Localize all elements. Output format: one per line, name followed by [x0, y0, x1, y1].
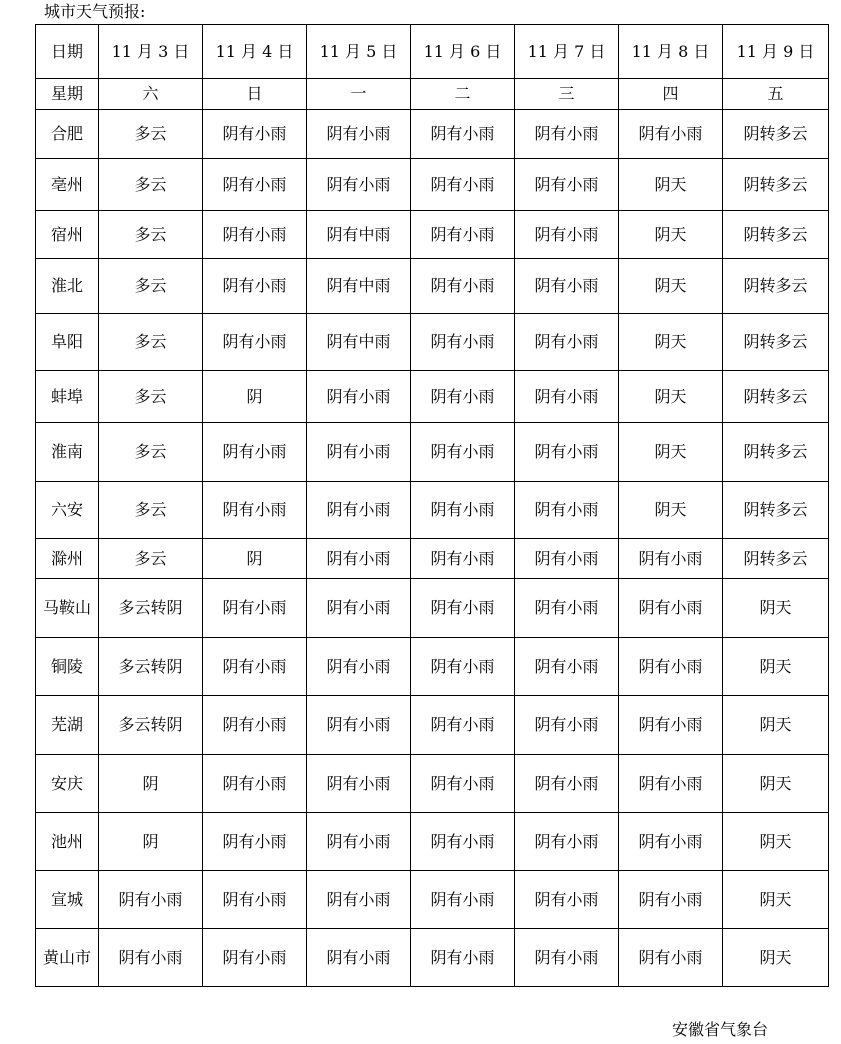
- forecast-cell: 阴转多云: [723, 159, 829, 211]
- forecast-cell: 多云转阴: [99, 638, 203, 696]
- forecast-table-body: [36, 25, 829, 987]
- forecast-cell: 阴有小雨: [307, 929, 411, 987]
- forecast-cell: 阴有小雨: [99, 929, 203, 987]
- forecast-cell: 阴有小雨: [619, 539, 723, 579]
- forecast-cell: 多云: [99, 259, 203, 314]
- forecast-cell: 阴天: [723, 696, 829, 755]
- forecast-cell: 阴天: [619, 314, 723, 371]
- forecast-cell: 阴有小雨: [515, 539, 619, 579]
- forecast-cell: 阴有小雨: [411, 696, 515, 755]
- forecast-cell: 阴转多云: [723, 110, 829, 159]
- forecast-cell: 阴有小雨: [307, 159, 411, 211]
- forecast-cell: 阴有小雨: [515, 813, 619, 871]
- forecast-cell: 多云: [99, 482, 203, 539]
- forecast-cell: 阴天: [619, 159, 723, 211]
- weekday-header-label: 星期: [36, 79, 99, 110]
- forecast-cell: 阴有小雨: [515, 482, 619, 539]
- forecast-cell: 阴有小雨: [515, 314, 619, 371]
- table-row: [36, 929, 829, 987]
- table-row: [36, 696, 829, 755]
- forecast-cell: 阴有小雨: [411, 211, 515, 259]
- city-name-cell: 铜陵: [36, 638, 99, 696]
- forecast-cell: 阴有小雨: [515, 696, 619, 755]
- forecast-cell: 阴有小雨: [307, 110, 411, 159]
- forecast-cell: 阴转多云: [723, 371, 829, 423]
- forecast-cell: 阴有小雨: [203, 259, 307, 314]
- forecast-cell: 阴有小雨: [515, 211, 619, 259]
- forecast-cell: 阴有小雨: [307, 813, 411, 871]
- forecast-cell: 阴有小雨: [619, 755, 723, 813]
- forecast-cell: 阴有小雨: [411, 813, 515, 871]
- city-name-cell: 宿州: [36, 211, 99, 259]
- forecast-cell: 多云: [99, 539, 203, 579]
- forecast-cell: 阴有小雨: [203, 314, 307, 371]
- forecast-cell: 多云转阴: [99, 696, 203, 755]
- forecast-cell: 阴有小雨: [307, 482, 411, 539]
- date-header-cell: 11 月 8 日: [619, 25, 723, 79]
- forecast-cell: 阴天: [723, 638, 829, 696]
- table-row: [36, 755, 829, 813]
- table-row: [36, 314, 829, 371]
- forecast-cell: 阴: [203, 539, 307, 579]
- table-row: [36, 110, 829, 159]
- date-header-cell: 11 月 4 日: [203, 25, 307, 79]
- date-header-cell: 11 月 9 日: [723, 25, 829, 79]
- weekday-header-cell: 日: [203, 79, 307, 110]
- forecast-cell: 阴: [99, 755, 203, 813]
- forecast-cell: 多云: [99, 110, 203, 159]
- forecast-cell: 阴有小雨: [619, 813, 723, 871]
- city-name-cell: 黄山市: [36, 929, 99, 987]
- forecast-cell: 阴天: [619, 482, 723, 539]
- forecast-cell: 阴有小雨: [515, 259, 619, 314]
- forecast-table: [35, 24, 829, 987]
- forecast-cell: 阴天: [723, 579, 829, 638]
- forecast-cell: 阴转多云: [723, 482, 829, 539]
- city-name-cell: 安庆: [36, 755, 99, 813]
- date-header-row: [36, 25, 829, 79]
- city-name-cell: 芜湖: [36, 696, 99, 755]
- forecast-cell: 阴: [99, 813, 203, 871]
- forecast-cell: 阴有小雨: [619, 638, 723, 696]
- city-name-cell: 阜阳: [36, 314, 99, 371]
- date-header-label: 日期: [36, 25, 99, 79]
- forecast-cell: 阴有小雨: [515, 159, 619, 211]
- forecast-cell: 阴有小雨: [515, 638, 619, 696]
- forecast-cell: 阴: [203, 371, 307, 423]
- forecast-cell: 阴天: [723, 929, 829, 987]
- forecast-cell: 多云: [99, 159, 203, 211]
- forecast-cell: 阴有小雨: [515, 871, 619, 929]
- forecast-cell: 阴有小雨: [411, 423, 515, 482]
- table-row: [36, 211, 829, 259]
- forecast-cell: 阴有小雨: [307, 539, 411, 579]
- forecast-cell: 阴有小雨: [203, 482, 307, 539]
- forecast-cell: 阴有小雨: [411, 929, 515, 987]
- weekday-header-row: [36, 79, 829, 110]
- forecast-cell: 阴有小雨: [411, 579, 515, 638]
- forecast-cell: 阴有小雨: [619, 871, 723, 929]
- forecast-cell: 阴有小雨: [515, 579, 619, 638]
- forecast-cell: 阴转多云: [723, 423, 829, 482]
- weekday-header-cell: 五: [723, 79, 829, 110]
- weekday-header-cell: 二: [411, 79, 515, 110]
- table-row: [36, 482, 829, 539]
- table-row: [36, 423, 829, 482]
- weekday-header-cell: 六: [99, 79, 203, 110]
- date-header-cell: 11 月 6 日: [411, 25, 515, 79]
- weekday-header-cell: 三: [515, 79, 619, 110]
- city-name-cell: 池州: [36, 813, 99, 871]
- city-name-cell: 淮南: [36, 423, 99, 482]
- forecast-cell: 阴有小雨: [203, 696, 307, 755]
- date-header-cell: 11 月 5 日: [307, 25, 411, 79]
- table-row: [36, 638, 829, 696]
- forecast-cell: 阴有小雨: [203, 813, 307, 871]
- table-row: [36, 871, 829, 929]
- forecast-cell: 阴有小雨: [619, 696, 723, 755]
- forecast-cell: 阴有小雨: [411, 482, 515, 539]
- city-name-cell: 淮北: [36, 259, 99, 314]
- forecast-cell: 阴有小雨: [515, 371, 619, 423]
- city-name-cell: 六安: [36, 482, 99, 539]
- weekday-header-cell: 一: [307, 79, 411, 110]
- city-name-cell: 蚌埠: [36, 371, 99, 423]
- table-row: [36, 371, 829, 423]
- forecast-cell: 阴天: [723, 813, 829, 871]
- forecast-cell: 阴有中雨: [307, 211, 411, 259]
- forecast-cell: 多云: [99, 211, 203, 259]
- forecast-cell: 阴转多云: [723, 259, 829, 314]
- city-name-cell: 亳州: [36, 159, 99, 211]
- forecast-cell: 阴有小雨: [203, 579, 307, 638]
- forecast-cell: 阴转多云: [723, 211, 829, 259]
- forecast-cell: 阴有小雨: [515, 423, 619, 482]
- table-row: [36, 579, 829, 638]
- forecast-cell: 阴天: [619, 371, 723, 423]
- forecast-cell: 阴有小雨: [307, 638, 411, 696]
- forecast-cell: 阴有小雨: [411, 755, 515, 813]
- forecast-cell: 阴有小雨: [203, 159, 307, 211]
- city-name-cell: 宣城: [36, 871, 99, 929]
- forecast-cell: 阴天: [619, 259, 723, 314]
- forecast-cell: 阴有小雨: [515, 929, 619, 987]
- forecast-cell: 阴有小雨: [411, 638, 515, 696]
- forecast-cell: 阴有小雨: [307, 755, 411, 813]
- table-row: [36, 259, 829, 314]
- date-header-cell: 11 月 7 日: [515, 25, 619, 79]
- forecast-cell: 阴有小雨: [203, 423, 307, 482]
- forecast-cell: 阴有小雨: [515, 110, 619, 159]
- forecast-cell: 阴有小雨: [307, 371, 411, 423]
- forecast-cell: 阴有中雨: [307, 314, 411, 371]
- forecast-cell: 阴有小雨: [411, 110, 515, 159]
- forecast-cell: 阴有小雨: [307, 871, 411, 929]
- forecast-cell: 阴有小雨: [203, 755, 307, 813]
- table-row: [36, 813, 829, 871]
- forecast-cell: 阴有小雨: [515, 755, 619, 813]
- forecast-cell: 阴转多云: [723, 539, 829, 579]
- city-name-cell: 马鞍山: [36, 579, 99, 638]
- forecast-cell: 阴有小雨: [411, 159, 515, 211]
- forecast-cell: 阴有小雨: [307, 696, 411, 755]
- table-row: [36, 159, 829, 211]
- forecast-cell: 阴有小雨: [411, 871, 515, 929]
- forecast-cell: 阴有小雨: [619, 929, 723, 987]
- forecast-cell: 多云: [99, 423, 203, 482]
- forecast-cell: 阴有小雨: [203, 929, 307, 987]
- forecast-cell: 阴天: [723, 871, 829, 929]
- forecast-cell: 阴转多云: [723, 314, 829, 371]
- forecast-cell: 阴有小雨: [411, 371, 515, 423]
- weekday-header-cell: 四: [619, 79, 723, 110]
- forecast-cell: 阴有中雨: [307, 259, 411, 314]
- forecast-cell: 阴天: [723, 755, 829, 813]
- forecast-cell: 阴有小雨: [619, 110, 723, 159]
- forecast-cell: 阴天: [619, 423, 723, 482]
- forecast-cell: 阴有小雨: [307, 579, 411, 638]
- forecast-cell: 阴有小雨: [203, 110, 307, 159]
- forecast-cell: 阴有小雨: [99, 871, 203, 929]
- forecast-cell: 阴有小雨: [619, 579, 723, 638]
- forecast-cell: 阴有小雨: [411, 314, 515, 371]
- forecast-cell: 多云: [99, 314, 203, 371]
- date-header-cell: 11 月 3 日: [99, 25, 203, 79]
- issuer-signature: 安徽省气象台: [672, 1020, 769, 1039]
- forecast-cell: 阴有小雨: [203, 211, 307, 259]
- forecast-cell: 阴有小雨: [307, 423, 411, 482]
- table-row: [36, 539, 829, 579]
- city-name-cell: 合肥: [36, 110, 99, 159]
- forecast-cell: 阴天: [619, 211, 723, 259]
- forecast-cell: 阴有小雨: [203, 638, 307, 696]
- page-caption: 城市天气预报:: [44, 2, 146, 21]
- forecast-cell: 阴有小雨: [203, 871, 307, 929]
- forecast-cell: 多云转阴: [99, 579, 203, 638]
- forecast-cell: 阴有小雨: [411, 539, 515, 579]
- forecast-cell: 多云: [99, 371, 203, 423]
- forecast-cell: 阴有小雨: [411, 259, 515, 314]
- city-name-cell: 滁州: [36, 539, 99, 579]
